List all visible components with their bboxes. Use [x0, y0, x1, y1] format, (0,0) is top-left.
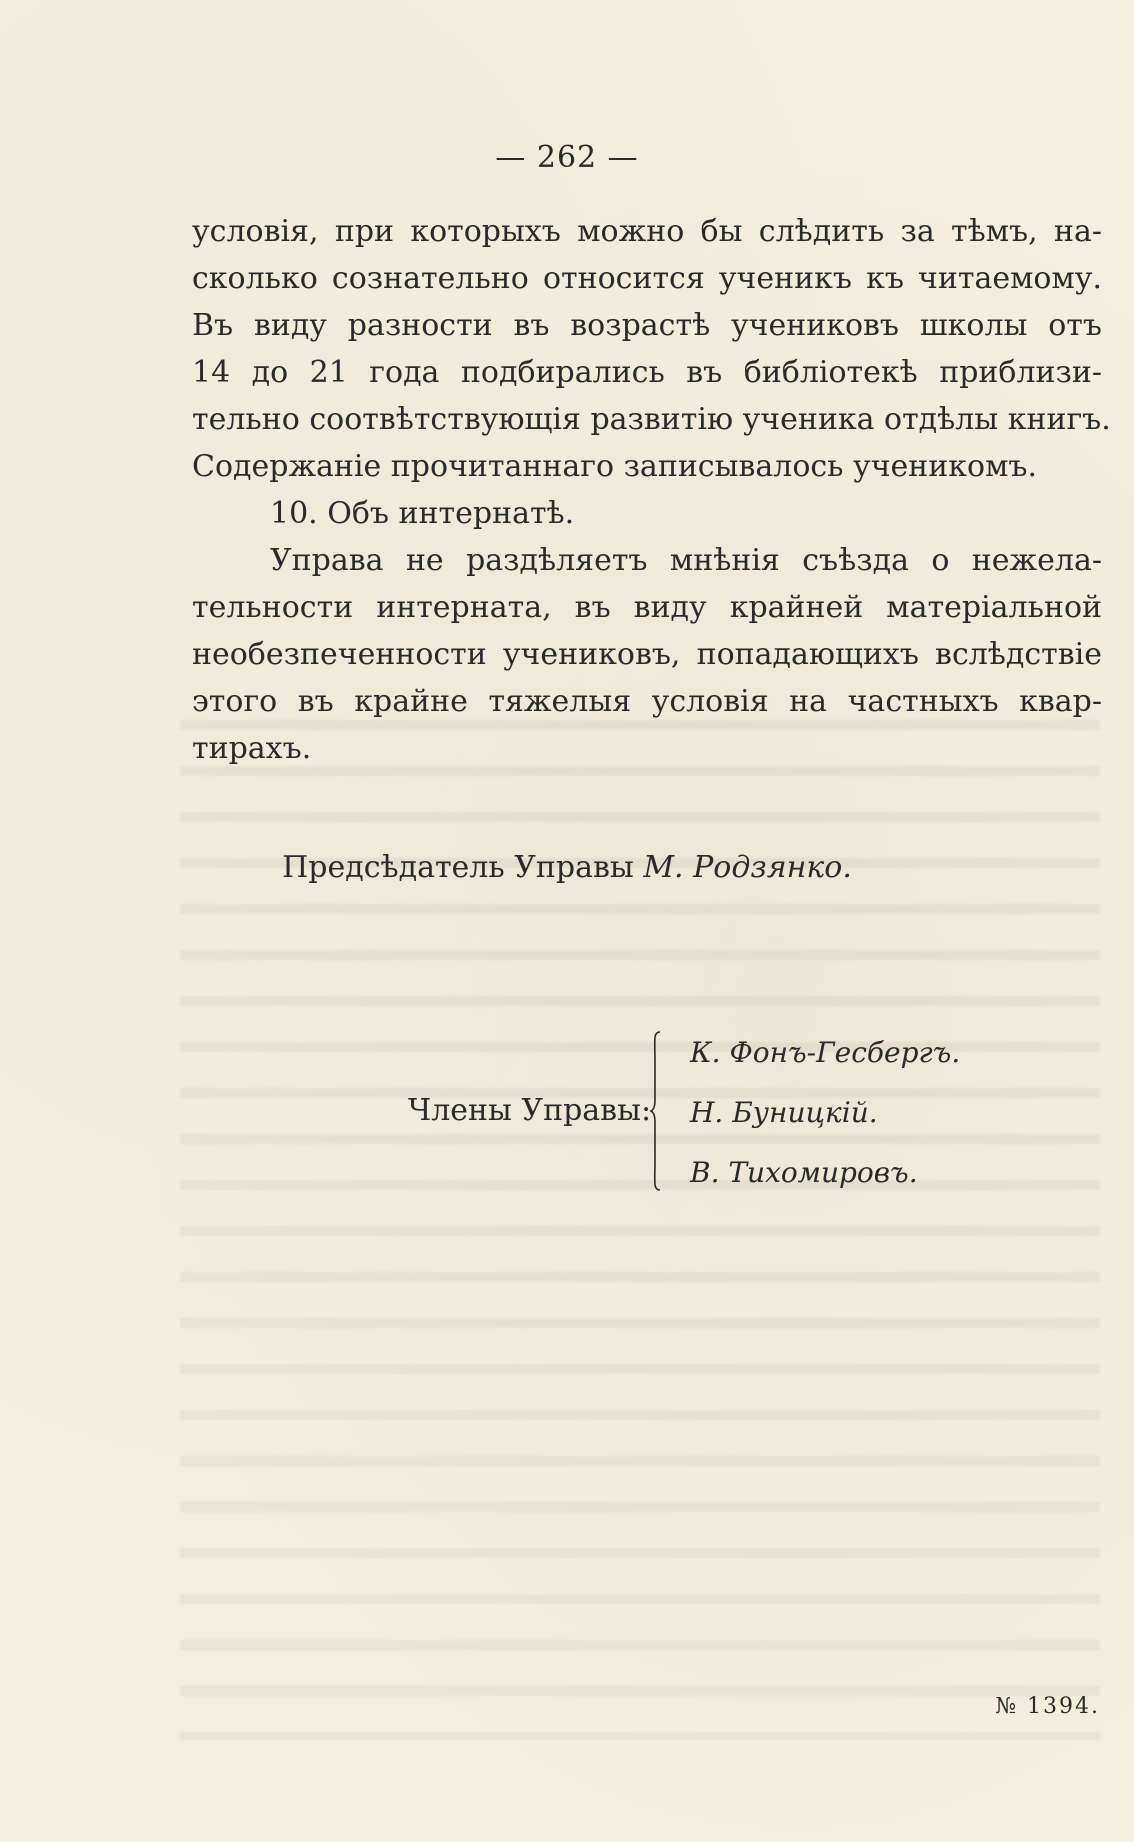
paragraph-line: тирахъ.	[192, 731, 312, 766]
paragraph-line: тельно соотвѣтствующія развитію ученика отдѣлы книгъ.	[192, 402, 1111, 437]
member-name: Н. Буницкій.	[690, 1096, 878, 1129]
member-name: К. Фонъ-Гесбергъ.	[690, 1036, 961, 1069]
section-heading: 10. Объ интернатѣ.	[270, 496, 575, 531]
body-text	[192, 208, 1111, 772]
chairman-title: Предсѣдатель Управы	[282, 850, 634, 885]
paragraph-line: тельности интерната, въ виду крайней матеріальной	[192, 590, 1102, 625]
paragraph-line: Содержаніе прочитаннаго записывалось ученикомъ.	[192, 449, 1038, 484]
members-label: Члены Управы:	[408, 1093, 652, 1128]
chairman-signature	[0, 848, 1134, 888]
paragraph-line: условія, при которыхъ можно бы слѣдить за тѣмъ, на-	[192, 214, 1102, 249]
paragraph-line: 14 до 21 года подбирались въ библіотекѣ приблизи-	[192, 355, 1102, 390]
curly-brace	[650, 1030, 662, 1192]
page-number: — 262 —	[495, 140, 639, 175]
chairman-name: М. Родзянко.	[643, 850, 852, 885]
footer-number: № 1394.	[995, 1694, 1100, 1719]
paragraph-line: сколько сознательно относится ученикъ къ читаемому.	[192, 261, 1102, 296]
member-name: В. Тихомировъ.	[690, 1156, 918, 1189]
paragraph-line: этого въ крайне тяжелыя условія на частныхъ квар-	[192, 684, 1102, 719]
paragraph-line: Въ виду разности въ возрастѣ учениковъ школы отъ	[192, 308, 1102, 343]
paragraph-line: Управа не раздѣляетъ мнѣнія съѣзда о нежела-	[270, 543, 1102, 578]
paragraph-line: необезпеченности учениковъ, попадающихъ вслѣдствіе	[192, 637, 1102, 672]
